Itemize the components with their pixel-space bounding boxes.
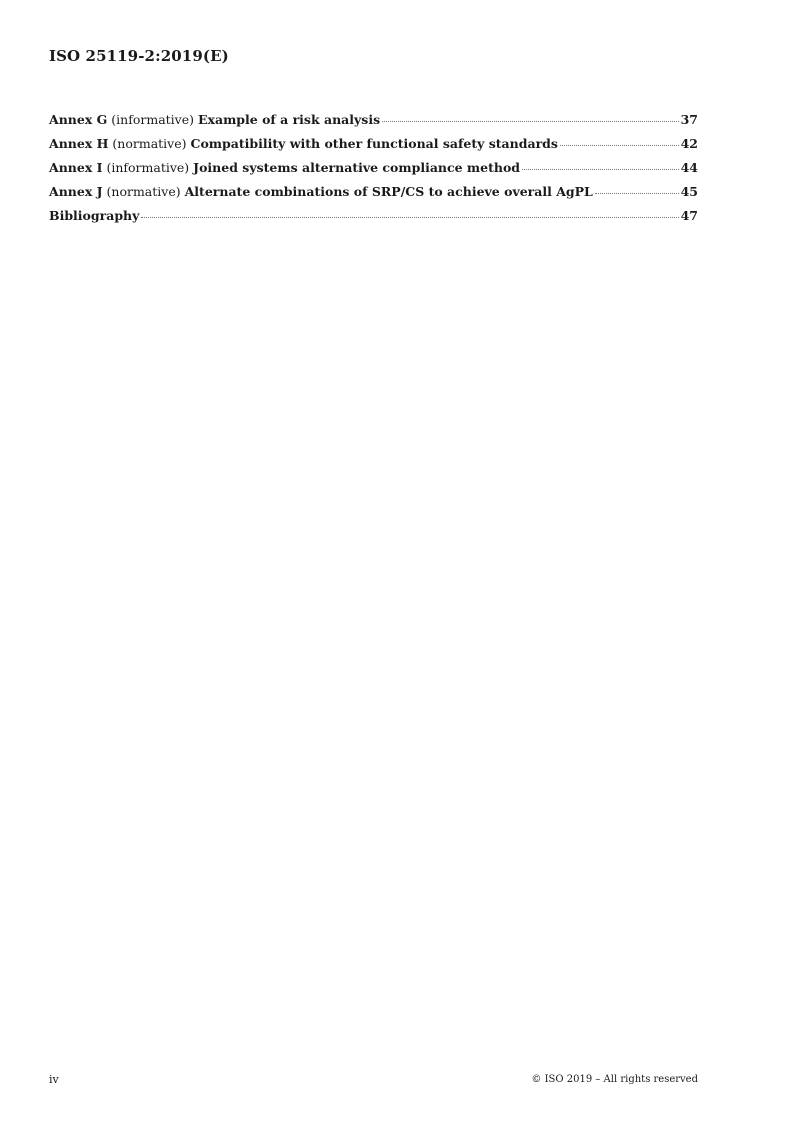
page-number: iv: [49, 1073, 59, 1086]
toc-dot-leader: [522, 169, 679, 170]
toc-entry-qualifier: (informative): [107, 112, 198, 127]
toc-entry-title: Compatibility with other functional safety standards: [190, 136, 558, 151]
toc-entry-page: 47: [680, 208, 698, 223]
toc-entry-label: [49, 160, 520, 175]
toc-entry-annex-j[interactable]: [49, 184, 698, 208]
toc-entry-title: Alternate combinations of SRP/CS to achieve overall AgPL: [184, 184, 593, 199]
toc-entry-qualifier: (normative): [108, 136, 191, 151]
toc-entry-annex-i[interactable]: [49, 160, 698, 184]
toc-dot-leader: [141, 217, 678, 218]
toc-dot-leader: [382, 121, 678, 122]
toc-dot-leader: [560, 145, 679, 146]
toc-entry-title: Joined systems alternative compliance method: [193, 160, 521, 175]
toc-entry-bibliography[interactable]: [49, 208, 698, 232]
toc-entry-page: 42: [680, 136, 698, 151]
table-of-contents: [49, 112, 698, 232]
copyright-notice: © ISO 2019 – All rights reserved: [531, 1074, 698, 1085]
document-header: ISO 25119-2:2019(E): [49, 47, 229, 65]
toc-entry-prefix: Annex J: [49, 184, 103, 199]
toc-entry-qualifier: (normative): [102, 184, 185, 199]
toc-entry-prefix: Annex H: [49, 136, 109, 151]
toc-entry-prefix: Bibliography: [49, 208, 140, 223]
toc-entry-prefix: Annex I: [49, 160, 103, 175]
toc-entry-label: [49, 136, 558, 151]
toc-entry-title: Example of a risk analysis: [197, 112, 381, 127]
toc-entry-page: 37: [680, 112, 698, 127]
toc-dot-leader: [595, 193, 679, 194]
toc-entry-prefix: Annex G: [49, 112, 108, 127]
toc-entry-label: [49, 184, 593, 199]
toc-entry-annex-g[interactable]: [49, 112, 698, 136]
toc-entry-qualifier: (informative): [102, 160, 194, 175]
toc-entry-page: 44: [680, 160, 698, 175]
toc-entry-label: [49, 208, 139, 223]
toc-entry-annex-h[interactable]: [49, 136, 698, 160]
toc-entry-label: [49, 112, 380, 127]
toc-entry-page: 45: [680, 184, 698, 199]
